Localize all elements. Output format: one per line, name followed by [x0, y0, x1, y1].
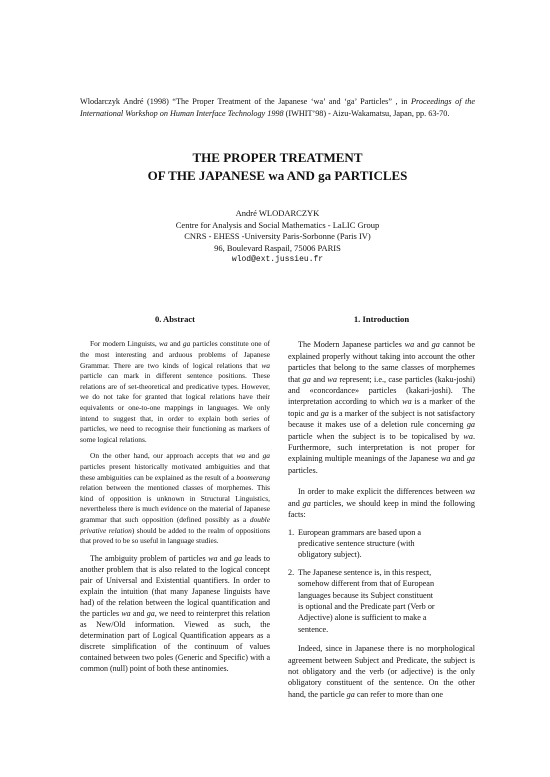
left-column: [80, 314, 270, 680]
abstract-paragraph-2: On the other hand, our approach accepts that wa and ga particles present historically motivated ambiguities and that these ambiguities can be explained as the result of a boomerang relation between the mentioned classes of morphemes. This kind of opposition is unknown in Structural Linguistics, nevertheless there is much evidence on the material of Japanese grammar that such opposition (defined possibly as a double privative relation) should be added to the realm of oppositions that proved to be so useful in language studies.: [80, 451, 270, 546]
intro-paragraph-3: Indeed, since in Japanese there is no morphological agreement between Subject and Predicate, the subject is not obligatory and the verb (or adjective) is the only obligatory constituent of the sentence. On the other hand, the particle ga can refer to more than one: [288, 644, 475, 699]
right-column: [288, 314, 475, 706]
author-affiliation-1: Centre for Analysis and Social Mathematics - LaLIC Group: [175, 219, 380, 230]
author-block: [80, 208, 475, 266]
abstract-heading: 0. Abstract: [154, 314, 196, 324]
proceedings-title: Proceedings of the International Workshop on Human Interface Technology 1998: [80, 97, 475, 118]
introduction-heading: 1. Introduction: [353, 314, 410, 324]
intro-paragraph-2: In order to make explicit the differences between wa and ga particles, we should keep in mind the following facts:: [288, 487, 475, 520]
paper-title: [80, 149, 475, 185]
list-item: 2. The Japanese sentence is, in this respect, somehow different from that of European languages because its Subject constituent is optional and the Predicate part (Verb or Adjective) alone is sufficient to make a sentence.: [288, 567, 435, 634]
intro-paragraph-1: The Modern Japanese particles wa and ga cannot be explained properly without taking into account the other particles that belong to the same classes of morphemes that ga and wa represent; i.e., case particles (kaku-joshi) and «concordance» particles (kakari-joshi). The interpretation according to which wa is a marker of the topic and ga is a marker of the subject is not satisfactory because it makes use of a deletion rule concerning ga particle when the subject is to be topicalised by wa. Furthermore, such interpretation is not proper for explaining multiple meanings of the Japanese wa and ga particles.: [288, 340, 476, 475]
title-line-1: THE PROPER TREATMENT: [192, 150, 363, 165]
author-address: 96, Boulevard Raspail, 75006 PARIS: [214, 242, 341, 253]
author-email[interactable]: wlod@ext.jussieu.fr: [231, 255, 324, 265]
facts-list: [288, 527, 475, 636]
author-name: André WLODARCZYK: [235, 208, 320, 218]
abstract-paragraph-1: For modern Linguists, wa and ga particles constitute one of the most interesting and arduous problems of Japanese Grammar. There are two kinds of logical relations that wa particle can mark in different sentence positions. These relations are of set-theoretical and predicative types. However, we do not take for granted that logical relations have their equivalents or one-to-one mappings in languages. We only intend to suggest that, in order to explain both series of particles, we need to recognise their functioning as markers of some logical relations.: [80, 339, 270, 444]
list-item: 1. European grammars are based upon a predicative sentence structure (with obligatory subject).: [288, 527, 421, 560]
citation: Wlodarczyk André (1998) “The Proper Treatment of the Japanese ‘wa’ and ‘ga’ Particles” , in Proceedings of the International Workshop on Human Interface Technology 1998 (IWHIT’98) - Aizu-Wakamatsu, Japan, pp. 63-70.: [80, 97, 475, 118]
title-line-2: OF THE JAPANESE wa AND ga PARTICLES: [147, 168, 408, 183]
author-affiliation-2: CNRS - EHESS -University Paris-Sorbonne (Paris IV): [184, 231, 371, 242]
abstract-paragraph-3: The ambiguity problem of particles wa and ga leads to another problem that is also related to the logical concept pair of Universal and Existential quantifiers. In order to explain the intuition (that many Japanese linguists have had) of the relation between the logical quantification and the particles wa and ga, we need to reinterpret this relation as New/Old information. Viewed as such, the determination part of Logical Quantification appears as a discrete simplification of the continuum of values contained between two poles (Generic and Specific) with a common (null) point of both these antinomies.: [80, 553, 270, 673]
